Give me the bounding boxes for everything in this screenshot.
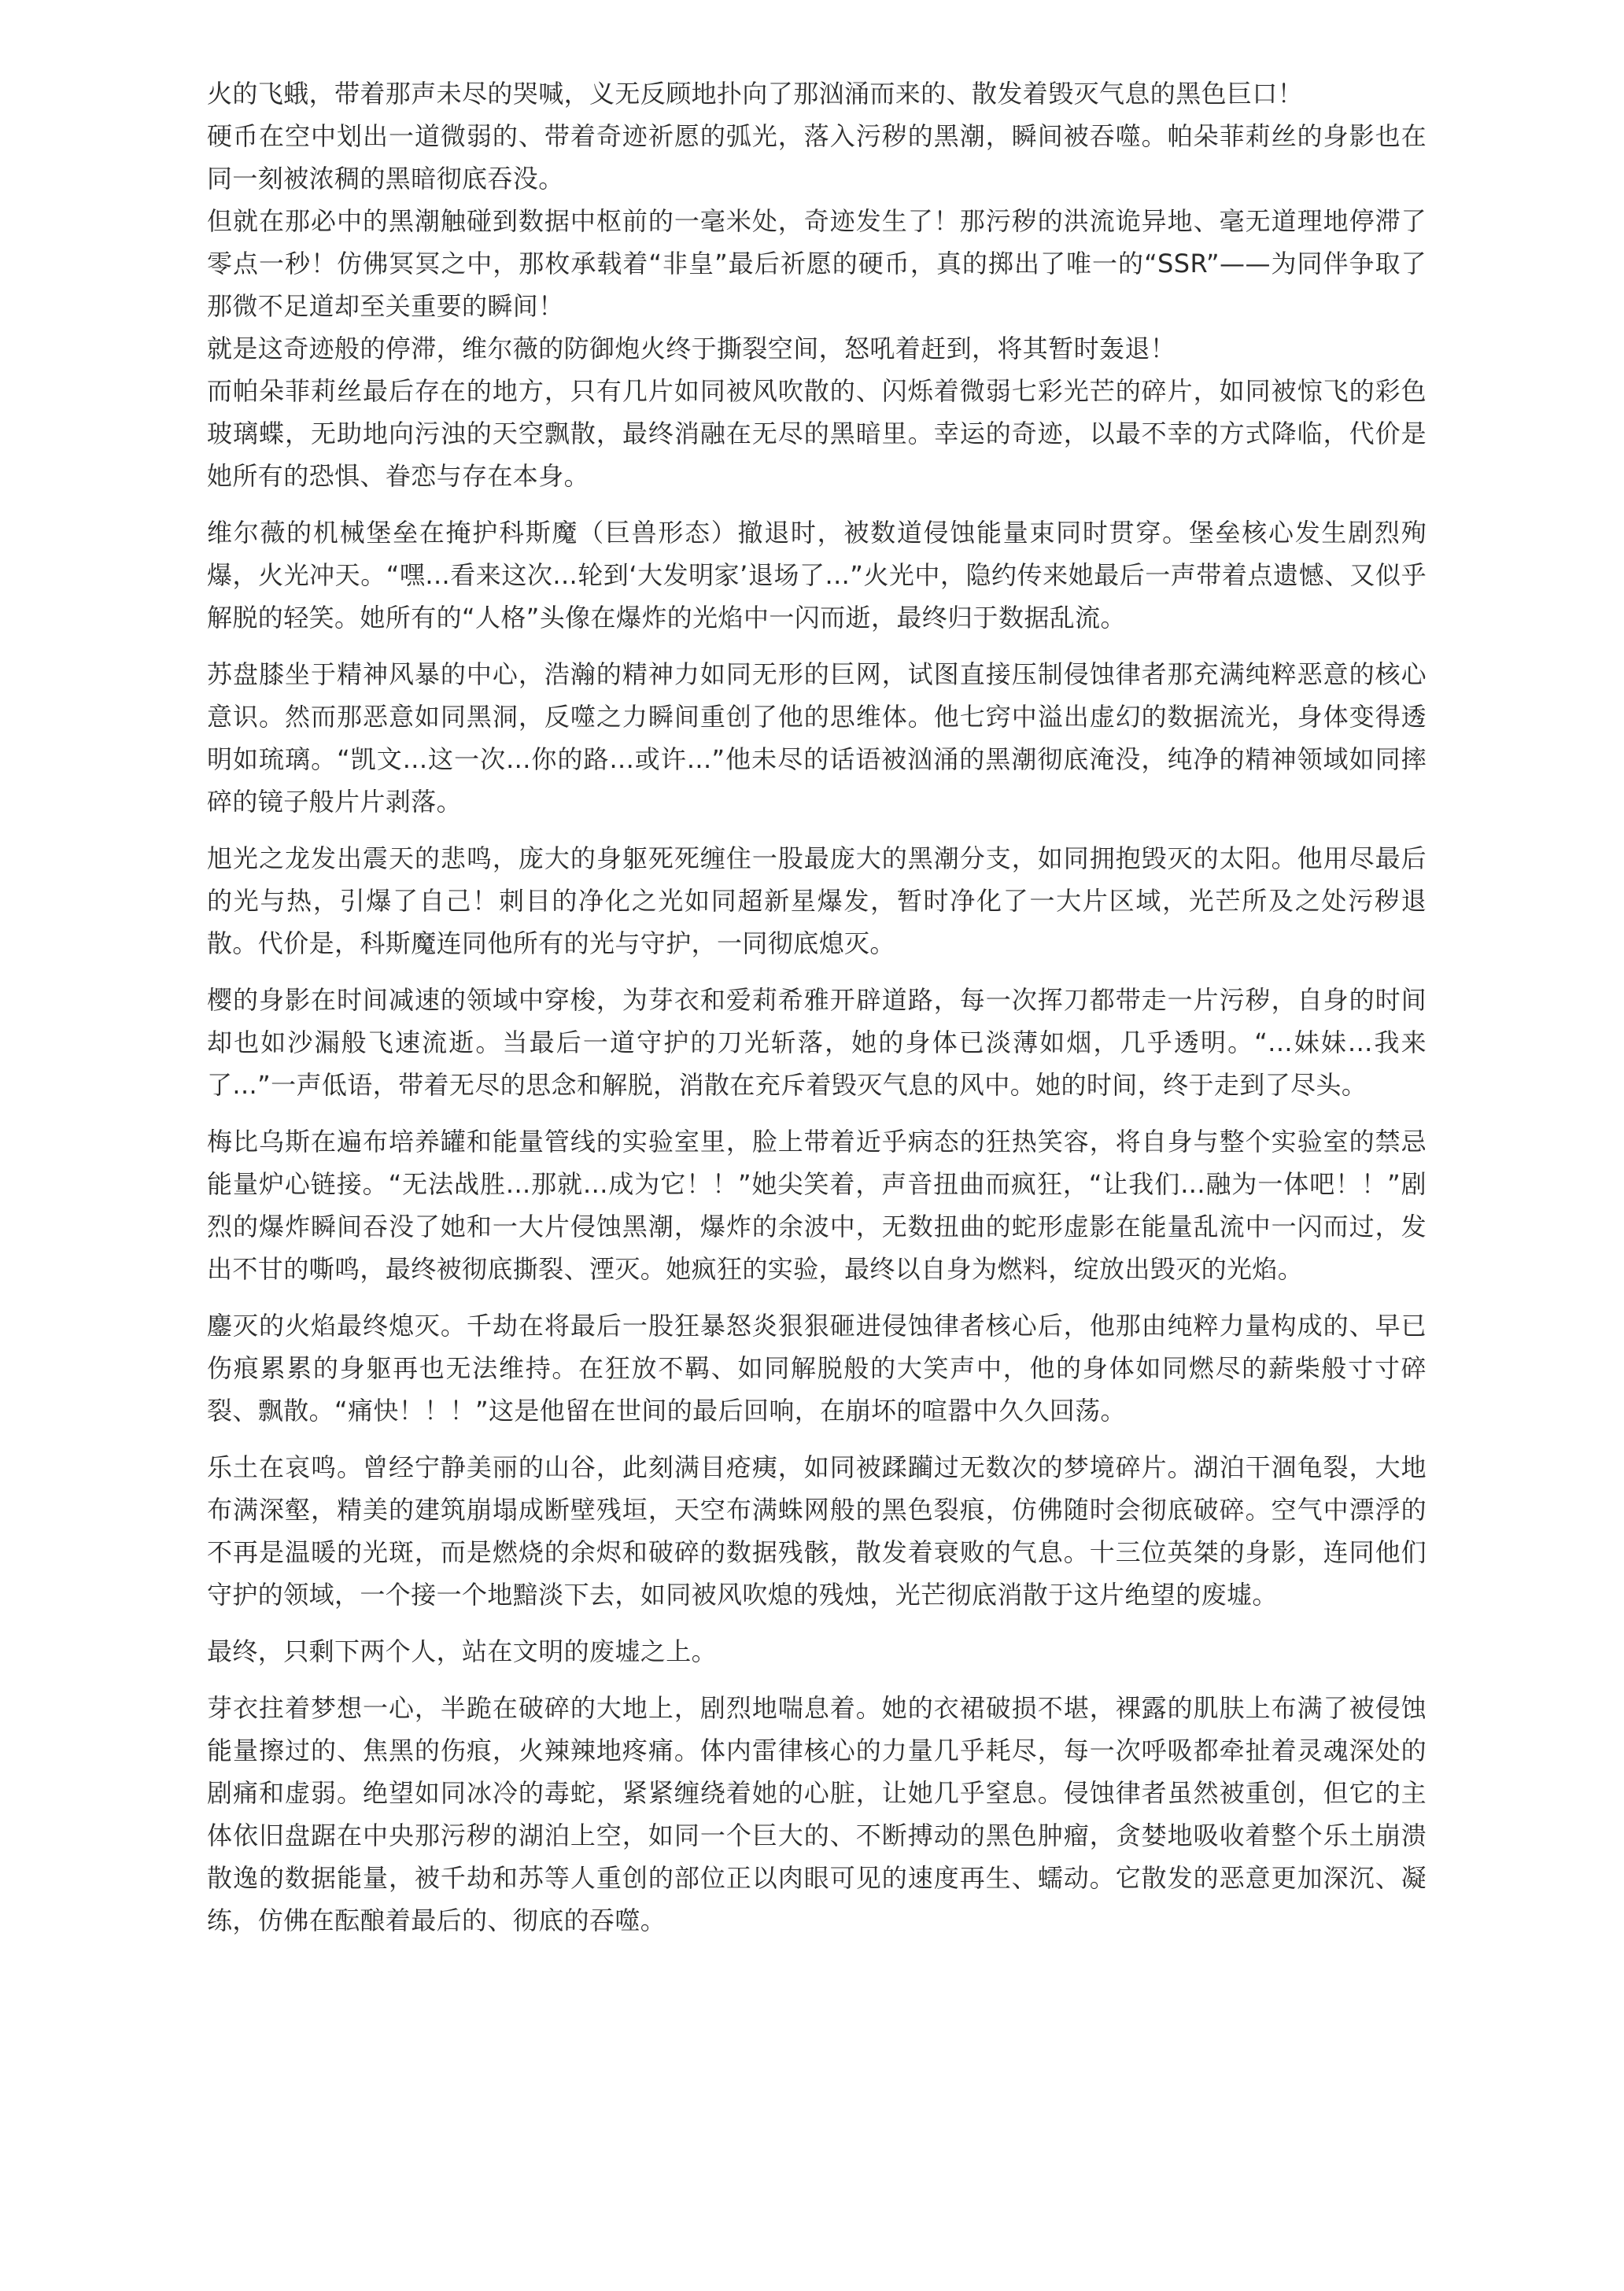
paragraph: 乐土在哀鸣。曾经宁静美丽的山谷，此刻满目疮痍，如同被蹂躏过无数次的梦境碎片。湖泊干涸龟裂，大地布满深壑，精美的建筑崩塌成断壁残垣，天空布满蛛网般的黑色裂痕，仿佛随时会彻底破碎。空气中漂浮的不再是温暖的光斑，而是燃烧的余烬和破碎的数据残骸，散发着衰败的气息。十三位英桀的身影，连同他们守护的领域，一个接一个地黯淡下去，如同被风吹熄的残烛，光芒彻底消散于这片绝望的废墟。: [207, 1452, 1427, 1610]
paragraph: 而帕朵菲莉丝最后存在的地方，只有几片如同被风吹散的、闪烁着微弱七彩光芒的碎片，如同被惊飞的彩色玻璃蝶，无助地向污浊的天空飘散，最终消融在无尽的黑暗里。幸运的奇迹，以最不幸的方式降临，代价是她所有的恐惧、眷恋与存在本身。: [207, 376, 1427, 491]
paragraph: 维尔薇的机械堡垒在掩护科斯魔（巨兽形态）撤退时，被数道侵蚀能量束同时贯穿。堡垒核心发生剧烈殉爆，火光冲天。“嘿...看来这次...轮到‘大发明家’退场了...”火光中，隐约传来她最后一声带着点遗憾、又似乎解脱的轻笑。她所有的“人格”头像在爆炸的光焰中一闪而逝，最终归于数据乱流。: [207, 518, 1427, 633]
paragraph: 苏盘膝坐于精神风暴的中心，浩瀚的精神力如同无形的巨网，试图直接压制侵蚀律者那充满纯粹恶意的核心意识。然而那恶意如同黑洞，反噬之力瞬间重创了他的思维体。他七窍中溢出虚幻的数据流光，身体变得透明如琉璃。“凯文...这一次...你的路...或许...”他未尽的话语被汹涌的黑潮彻底淹没，纯净的精神领域如同摔碎的镜子般片片剥落。: [207, 659, 1427, 817]
paragraph: 火的飞蛾，带着那声未尽的哭喊，义无反顾地扑向了那汹涌而来的、散发着毁灭气息的黑色巨口！: [207, 79, 1304, 109]
paragraph: 鏖灭的火焰最终熄灭。千劫在将最后一股狂暴怒炎狠狠砸进侵蚀律者核心后，他那由纯粹力量构成的、早已伤痕累累的身躯再也无法维持。在狂放不羁、如同解脱般的大笑声中，他的身体如同燃尽的薪柴般寸寸碎裂、飘散。“痛快！！！”这是他留在世间的最后回响，在崩坏的喧嚣中久久回荡。: [207, 1311, 1427, 1426]
paragraph: 就是这奇迹般的停滞，维尔薇的防御炮火终于撕裂空间，怒吼着赶到，将其暂时轰退！: [207, 334, 1176, 363]
paragraph: 硬币在空中划出一道微弱的、带着奇迹祈愿的弧光，落入污秽的黑潮，瞬间被吞噬。帕朵菲莉丝的身影也在同一刻被浓稠的黑暗彻底吞没。: [207, 121, 1427, 194]
paragraph: 樱的身影在时间减速的领域中穿梭，为芽衣和爱莉希雅开辟道路，每一次挥刀都带走一片污秽，自身的时间却也如沙漏般飞速流逝。当最后一道守护的刀光斩落，她的身体已淡薄如烟，几乎透明。“...妹妹...我来了...”一声低语，带着无尽的思念和解脱，消散在充斥着毁灭气息的风中。她的时间，终于走到了尽头。: [207, 985, 1427, 1100]
paragraph: 芽衣拄着梦想一心，半跪在破碎的大地上，剧烈地喘息着。她的衣裙破损不堪，裸露的肌肤上布满了被侵蚀能量擦过的、焦黑的伤痕，火辣辣地疼痛。体内雷律核心的力量几乎耗尽，每一次呼吸都牵扯着灵魂深处的剧痛和虚弱。绝望如同冰冷的毒蛇，紧紧缠绕着她的心脏，让她几乎窒息。侵蚀律者虽然被重创，但它的主体依旧盘踞在中央那污秽的湖泊上空，如同一个巨大的、不断搏动的黑色肿瘤，贪婪地吸收着整个乐土崩溃散逸的数据能量，被千劫和苏等人重创的部位正以肉眼可见的速度再生、蠕动。它散发的恶意更加深沉、凝练，仿佛在酝酿着最后的、彻底的吞噬。: [207, 1693, 1427, 1935]
paragraph: 梅比乌斯在遍布培养罐和能量管线的实验室里，脸上带着近乎病态的狂热笑容，将自身与整个实验室的禁忌能量炉心链接。“无法战胜...那就...成为它！！”她尖笑着，声音扭曲而疯狂，“让我们...融为一体吧！！”剧烈的爆炸瞬间吞没了她和一大片侵蚀黑潮，爆炸的余波中，无数扭曲的蛇形虚影在能量乱流中一闪而过，发出不甘的嘶鸣，最终被彻底撕裂、湮灭。她疯狂的实验，最终以自身为燃料，绽放出毁灭的光焰。: [207, 1127, 1427, 1284]
paragraph: 旭光之龙发出震天的悲鸣，庞大的身躯死死缠住一股最庞大的黑潮分支，如同拥抱毁灭的太阳。他用尽最后的光与热，引爆了自己！刺目的净化之光如同超新星爆发，暂时净化了一大片区域，光芒所及之处污秽退散。代价是，科斯魔连同他所有的光与守护，一同彻底熄灭。: [207, 843, 1427, 958]
paragraph: 最终，只剩下两个人，站在文明的废墟之上。: [207, 1636, 718, 1666]
document-page: [207, 72, 1427, 1942]
paragraph: 但就在那必中的黑潮触碰到数据中枢前的一毫米处，奇迹发生了！那污秽的洪流诡异地、毫无道理地停滞了零点一秒！仿佛冥冥之中，那枚承载着“非皇”最后祈愿的硬币，真的掷出了唯一的“SSR”——为同伴争取了那微不足道却至关重要的瞬间！: [207, 206, 1427, 321]
